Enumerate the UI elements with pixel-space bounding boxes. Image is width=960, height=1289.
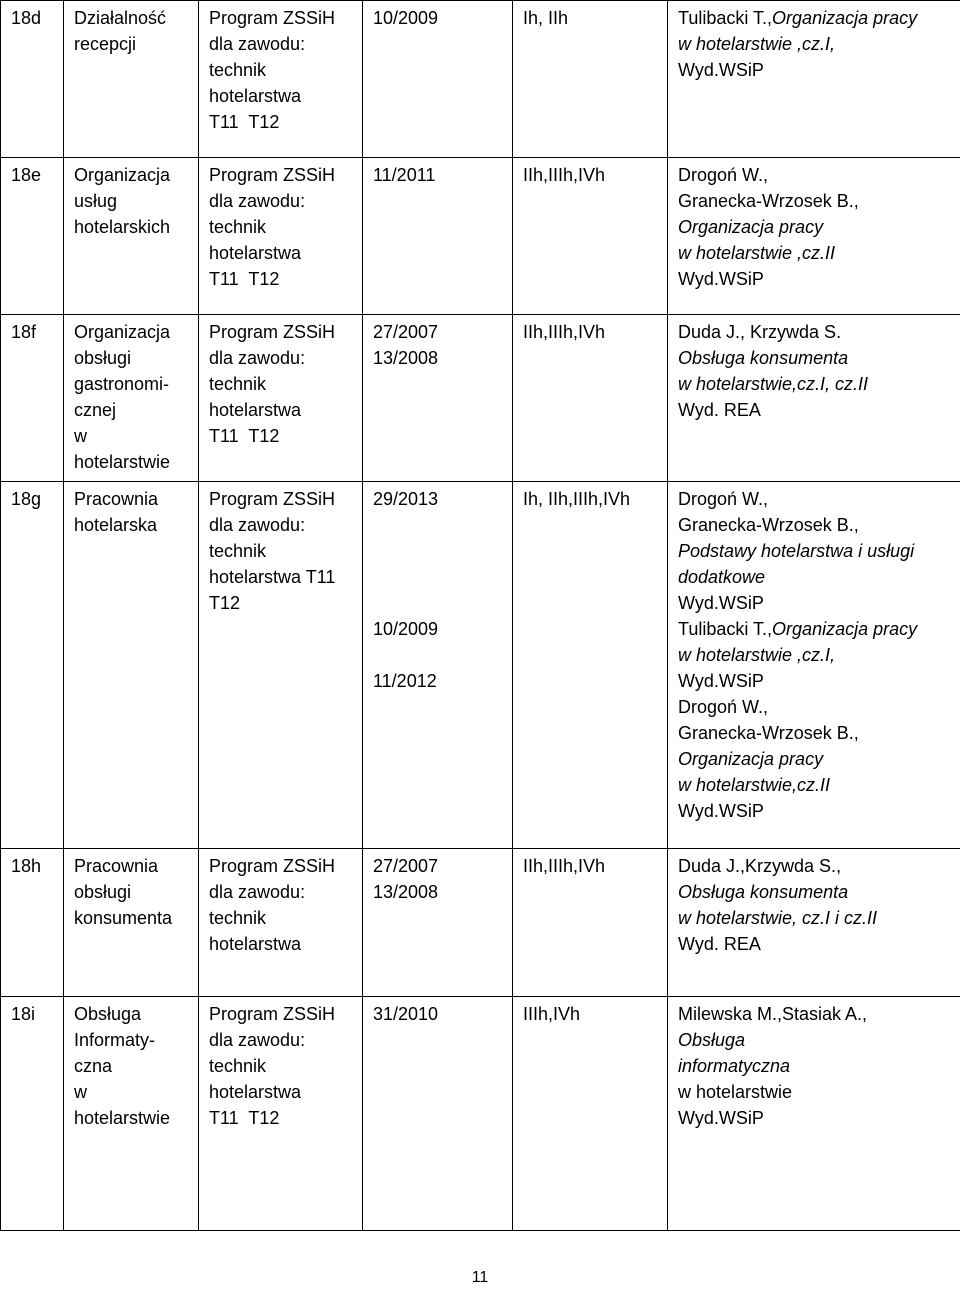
textbook-title: dodatkowe (678, 567, 766, 587)
textbook-publisher: Wyd. REA (678, 934, 761, 954)
textbook-title: w hotelarstwie ,cz.I, (678, 34, 836, 54)
subject-line: hotelarska (74, 515, 158, 535)
classes-cell (513, 997, 668, 1231)
program-line: dla zawodu: (209, 348, 306, 368)
textbook-title: w hotelarstwie, cz.I i cz.II (678, 908, 878, 928)
classes-cell (513, 849, 668, 997)
subject-line: gastronomi- (74, 374, 170, 394)
subject-line: obsługi (74, 882, 132, 902)
textbook-publisher: Wyd.WSiP (678, 801, 764, 821)
program-line: Program ZSSiH (209, 489, 336, 509)
program-number: 13/2008 (373, 882, 439, 902)
table-row-18i (1, 997, 960, 1231)
program-number: 31/2010 (373, 1004, 439, 1024)
textbook-publisher: Wyd.WSiP (678, 1108, 764, 1128)
subject-line: w (74, 1082, 87, 1102)
textbook-title: Organizacja pracy (678, 749, 824, 769)
textbook-author: Duda J.,Krzywda S., (678, 856, 842, 876)
textbook-author: Tulibacki T., (678, 619, 773, 639)
textbook-author: Granecka-Wrzosek B., (678, 515, 859, 535)
page-number: 11 (471, 1269, 489, 1286)
program-cell (199, 1, 363, 158)
subject-line: w (74, 426, 87, 446)
textbook-cell (668, 482, 960, 849)
subject-line: Działalność (74, 8, 167, 28)
textbook-publisher: Wyd.WSiP (678, 671, 764, 691)
subject-cell (64, 997, 199, 1231)
subject-line: Pracownia (74, 489, 159, 509)
program-line: dla zawodu: (209, 882, 306, 902)
classes: Ih, IIh,IIIh,IVh (523, 489, 631, 509)
program-cell (199, 482, 363, 849)
program-cell (199, 997, 363, 1231)
program-line: hotelarstwa (209, 243, 302, 263)
program-number: 10/2009 (373, 619, 439, 639)
textbook-title: w hotelarstwie ,cz.II (678, 243, 836, 263)
textbook-author: Tulibacki T., (678, 8, 773, 28)
program-line: dla zawodu: (209, 515, 306, 535)
classes-cell (513, 482, 668, 849)
program-line: hotelarstwa (209, 1082, 302, 1102)
textbook-title: w hotelarstwie ,cz.I, (678, 645, 836, 665)
textbook-publisher: Wyd. REA (678, 400, 761, 420)
row-code: 18f (1, 315, 64, 482)
subject-line: Obsługa (74, 1004, 142, 1024)
program-line: hotelarstwa T11 (209, 567, 336, 587)
textbook-author: Granecka-Wrzosek B., (678, 191, 859, 211)
program-number: 27/2007 (373, 322, 439, 342)
subject-line: Organizacja (74, 165, 171, 185)
subject-line: konsumenta (74, 908, 173, 928)
program-line: technik (209, 908, 267, 928)
program-number-cell (363, 158, 513, 315)
subject-cell (64, 158, 199, 315)
program-line: Program ZSSiH (209, 1004, 336, 1024)
textbook-line (678, 616, 954, 642)
program-line: dla zawodu: (209, 1030, 306, 1050)
program-line: Program ZSSiH (209, 8, 336, 28)
textbook-author: Drogoń W., (678, 697, 769, 717)
textbook-publisher: Wyd.WSiP (678, 269, 764, 289)
textbook-author: Granecka-Wrzosek B., (678, 723, 859, 743)
subject-line: Pracownia (74, 856, 159, 876)
subject-cell (64, 849, 199, 997)
textbook-title: Podstawy hotelarstwa i usługi (678, 541, 915, 561)
textbook-title: informatyczna (678, 1056, 791, 1076)
program-number-cell (363, 315, 513, 482)
textbook-author: Drogoń W., (678, 489, 769, 509)
program-line: dla zawodu: (209, 191, 306, 211)
program-line: T11 T12 (209, 426, 280, 446)
program-number: 11/2011 (373, 165, 436, 185)
classes: IIh,IIIh,IVh (523, 856, 606, 876)
subject-line: hotelarstwie (74, 452, 171, 472)
program-number: 27/2007 (373, 856, 439, 876)
textbook-author: Drogoń W., (678, 165, 769, 185)
classes: Ih, IIh (523, 8, 569, 28)
program-line: Program ZSSiH (209, 856, 336, 876)
subject-cell (64, 482, 199, 849)
textbook-title: Organizacja pracy (772, 619, 918, 639)
textbook-title: Organizacja pracy (678, 217, 824, 237)
textbook-publisher: Wyd.WSiP (678, 593, 764, 613)
classes-cell (513, 1, 668, 158)
textbook-title: Obsługa (678, 1030, 746, 1050)
row-code: 18i (1, 997, 64, 1231)
textbook-title: w hotelarstwie (678, 1082, 793, 1102)
program-number: 13/2008 (373, 348, 439, 368)
program-line: hotelarstwa (209, 934, 302, 954)
subject-line: usług (74, 191, 118, 211)
classes-cell (513, 315, 668, 482)
program-line: Program ZSSiH (209, 165, 336, 185)
program-number-cell (363, 1, 513, 158)
row-code: 18e (1, 158, 64, 315)
subject-line: czna (74, 1056, 113, 1076)
program-line: technik (209, 1056, 267, 1076)
table-row-18g (1, 482, 960, 849)
textbook-publisher: Wyd.WSiP (678, 60, 764, 80)
table-row-18f (1, 315, 960, 482)
classes: IIh,IIIh,IVh (523, 322, 606, 342)
program-line: technik (209, 541, 267, 561)
program-line: technik (209, 374, 267, 394)
row-code: 18g (1, 482, 64, 849)
program-line: T11 T12 (209, 112, 280, 132)
subject-line: recepcji (74, 34, 137, 54)
row-code: 18h (1, 849, 64, 997)
textbook-cell (668, 997, 960, 1231)
subject-line: hotelarstwie (74, 1108, 171, 1128)
program-number-cell (363, 849, 513, 997)
table-row-18h (1, 849, 960, 997)
classes-cell (513, 158, 668, 315)
program-number-cell (363, 997, 513, 1231)
program-line: technik (209, 217, 267, 237)
program-line: hotelarstwa (209, 400, 302, 420)
subject-line: hotelarskich (74, 217, 171, 237)
program-cell (199, 849, 363, 997)
program-cell (199, 315, 363, 482)
table-row-18d (1, 1, 960, 158)
textbook-cell (668, 1, 960, 158)
subject-line: cznej (74, 400, 117, 420)
program-line: Program ZSSiH (209, 322, 336, 342)
textbook-line (678, 5, 954, 31)
subject-line: Organizacja (74, 322, 171, 342)
row-code: 18d (1, 1, 64, 158)
program-line: technik (209, 60, 267, 80)
program-line: T11 T12 (209, 269, 280, 289)
program-line: dla zawodu: (209, 34, 306, 54)
textbook-cell (668, 315, 960, 482)
classes: IIh,IIIh,IVh (523, 165, 606, 185)
program-number: 10/2009 (373, 8, 439, 28)
textbook-author: Milewska M.,Stasiak A., (678, 1004, 868, 1024)
textbook-title: w hotelarstwie,cz.I, cz.II (678, 374, 869, 394)
textbook-cell (668, 849, 960, 997)
textbook-cell (668, 158, 960, 315)
program-cell (199, 158, 363, 315)
program-line: T11 T12 (209, 1108, 280, 1128)
textbook-author: Duda J., Krzywda S. (678, 322, 842, 342)
table-row-18e (1, 158, 960, 315)
subject-cell (64, 1, 199, 158)
program-line: T12 (209, 593, 241, 613)
program-number-cell (363, 482, 513, 849)
program-number: 29/2013 (373, 489, 439, 509)
subject-cell (64, 315, 199, 482)
textbook-title: w hotelarstwie,cz.II (678, 775, 831, 795)
textbook-title: Organizacja pracy (772, 8, 918, 28)
program-line: hotelarstwa (209, 86, 302, 106)
classes: IIIh,IVh (523, 1004, 581, 1024)
subject-line: obsługi (74, 348, 132, 368)
subject-line: Informaty- (74, 1030, 156, 1050)
textbook-title: Obsługa konsumenta (678, 348, 849, 368)
textbook-title: Obsługa konsumenta (678, 882, 849, 902)
program-number: 11/2012 (373, 671, 437, 691)
